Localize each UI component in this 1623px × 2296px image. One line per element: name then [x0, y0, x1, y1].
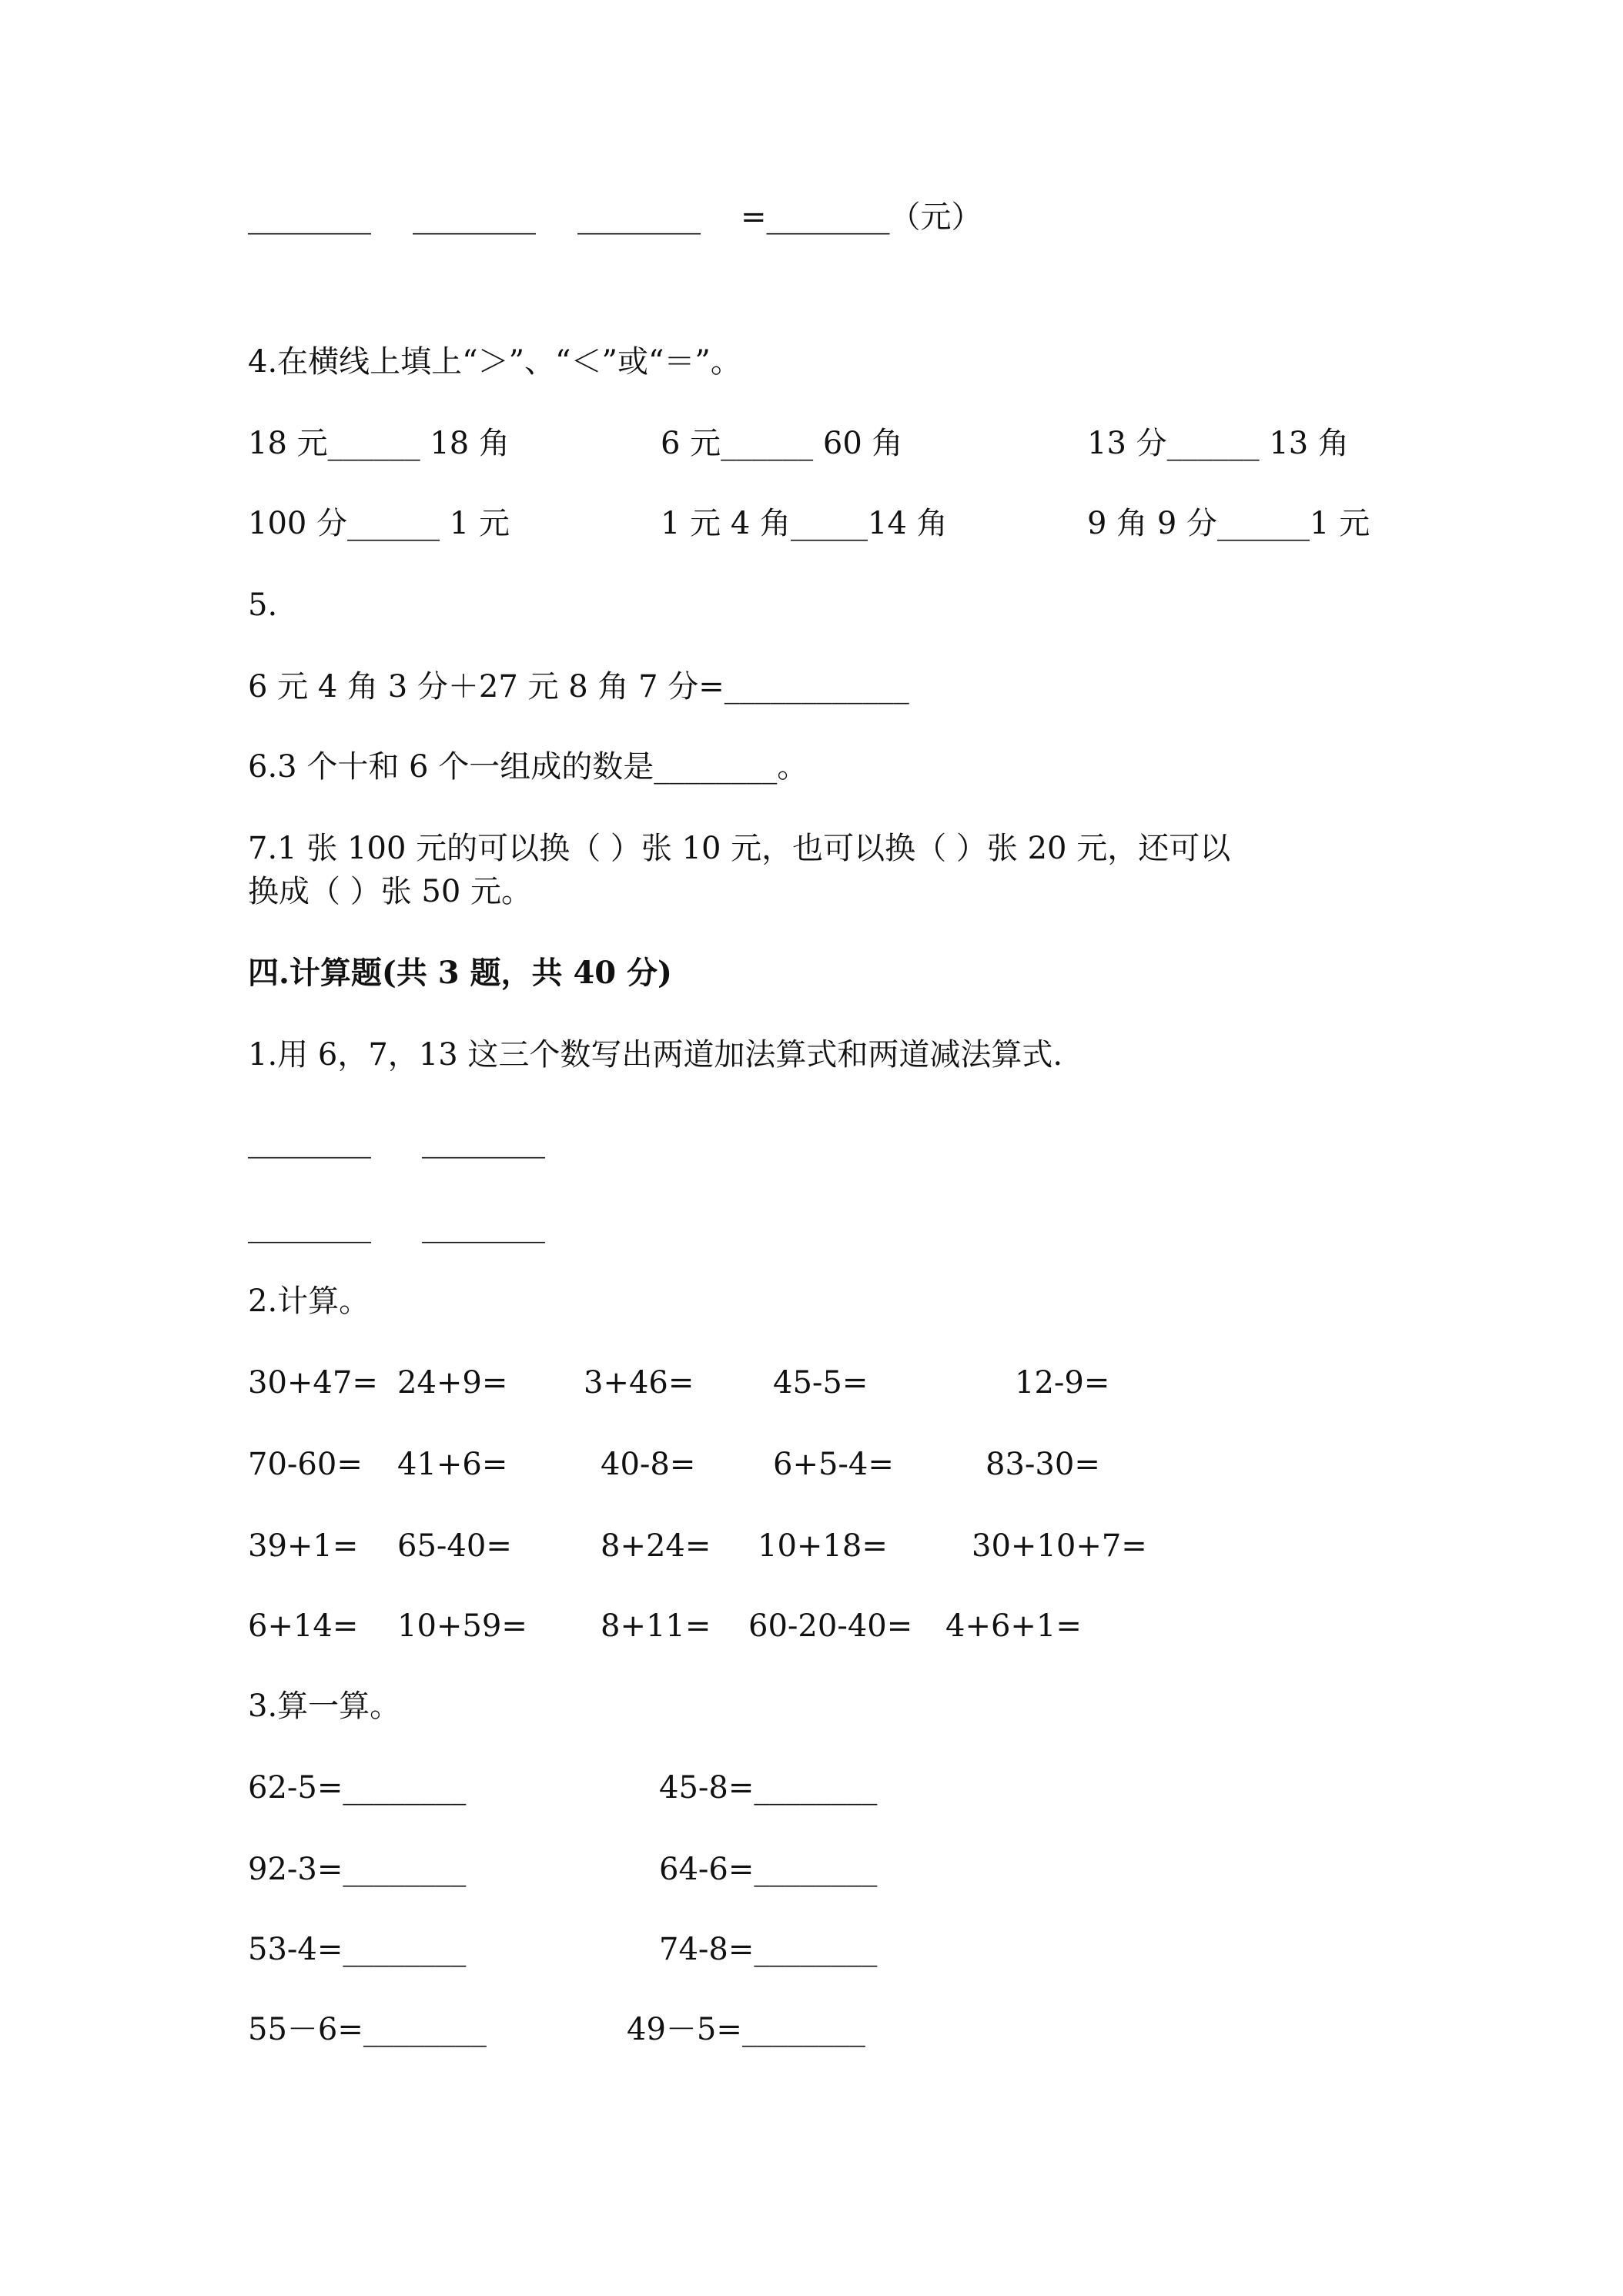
q6-line: 6.3 个十和 6 个一组成的数是________。	[248, 749, 808, 785]
calc2-r4-c5: 4+6+1=	[945, 1608, 1082, 1644]
calc2-r1-c1: 30+47=	[248, 1365, 378, 1401]
q4-r2-c3: 9 角 9 分______1 元	[1087, 506, 1370, 541]
calc1-blank-4: ________	[422, 1208, 545, 1243]
calc3-r4-c1: 55－6=________	[248, 2012, 487, 2047]
calc2-r1-c5: 12-9=	[1015, 1365, 1110, 1401]
calc3-title: 3.算一算。	[248, 1689, 401, 1724]
calc2-r1-c3: 3+46=	[584, 1365, 694, 1401]
q4-r2-c1: 100 分______ 1 元	[248, 506, 510, 541]
top-blank-1: ________	[248, 199, 371, 235]
section-heading: 四.计算题(共 3 题，共 40 分)	[248, 955, 672, 991]
calc2-r1-c2: 24+9=	[397, 1365, 508, 1401]
calc1-blank-1: ________	[248, 1123, 371, 1159]
calc3-r2-c1: 92-3=________	[248, 1852, 467, 1887]
calc2-title: 2.计算。	[248, 1284, 370, 1319]
calc2-r2-c4: 6+5-4=	[773, 1447, 894, 1482]
calc2-r1-c4: 45-5=	[773, 1365, 868, 1401]
calc2-r2-c3: 40-8=	[601, 1447, 696, 1482]
q4-r1-c3: 13 分______ 13 角	[1087, 426, 1349, 461]
q4-r1-c2: 6 元______ 60 角	[661, 426, 903, 461]
calc2-r2-c2: 41+6=	[397, 1447, 508, 1482]
q4-r2-c2: 1 元 4 角_____14 角	[661, 506, 948, 541]
calc2-r3-c4: 10+18=	[758, 1528, 888, 1564]
q5-line: 6 元 4 角 3 分＋27 元 8 角 7 分=____________	[248, 669, 909, 705]
calc2-r4-c3: 8+11=	[601, 1608, 711, 1644]
top-blank-3: ________	[577, 199, 701, 235]
calc1-title: 1.用 6，7，13 这三个数写出两道加法算式和两道减法算式.	[248, 1037, 1063, 1073]
calc3-r3-c1: 53-4=________	[248, 1932, 467, 1967]
calc3-r3-c2: 74-8=________	[659, 1932, 878, 1967]
calc1-blank-2: ________	[422, 1123, 545, 1159]
q4-r1-c1: 18 元______ 18 角	[248, 426, 510, 461]
calc2-r3-c2: 65-40=	[397, 1528, 512, 1564]
calc3-r4-c2: 49－5=________	[627, 2012, 865, 2047]
calc2-r3-c1: 39+1=	[248, 1528, 359, 1564]
top-equals-answer: =________（元）	[741, 199, 982, 235]
calc3-r1-c2: 45-8=________	[659, 1770, 878, 1806]
calc3-r2-c2: 64-6=________	[659, 1852, 878, 1887]
q7-line-1: 7.1 张 100 元的可以换（ ）张 10 元，也可以换（ ）张 20 元，还可以	[248, 831, 1231, 866]
q7-line-2: 换成（ ）张 50 元。	[248, 874, 533, 909]
q5-title: 5.	[248, 587, 278, 623]
calc2-r2-c5: 83-30=	[986, 1447, 1100, 1482]
calc2-r4-c4: 60-20-40=	[748, 1608, 913, 1644]
calc2-r3-c3: 8+24=	[601, 1528, 711, 1564]
calc1-blank-3: ________	[248, 1208, 371, 1243]
top-blank-2: ________	[413, 199, 536, 235]
calc3-r1-c1: 62-5=________	[248, 1770, 467, 1806]
calc2-r3-c5: 30+10+7=	[972, 1528, 1147, 1564]
calc2-r4-c1: 6+14=	[248, 1608, 359, 1644]
q4-title: 4.在横线上填上“＞”、“＜”或“＝”。	[248, 344, 741, 380]
calc2-r4-c2: 10+59=	[397, 1608, 527, 1644]
calc2-r2-c1: 70-60=	[248, 1447, 363, 1482]
